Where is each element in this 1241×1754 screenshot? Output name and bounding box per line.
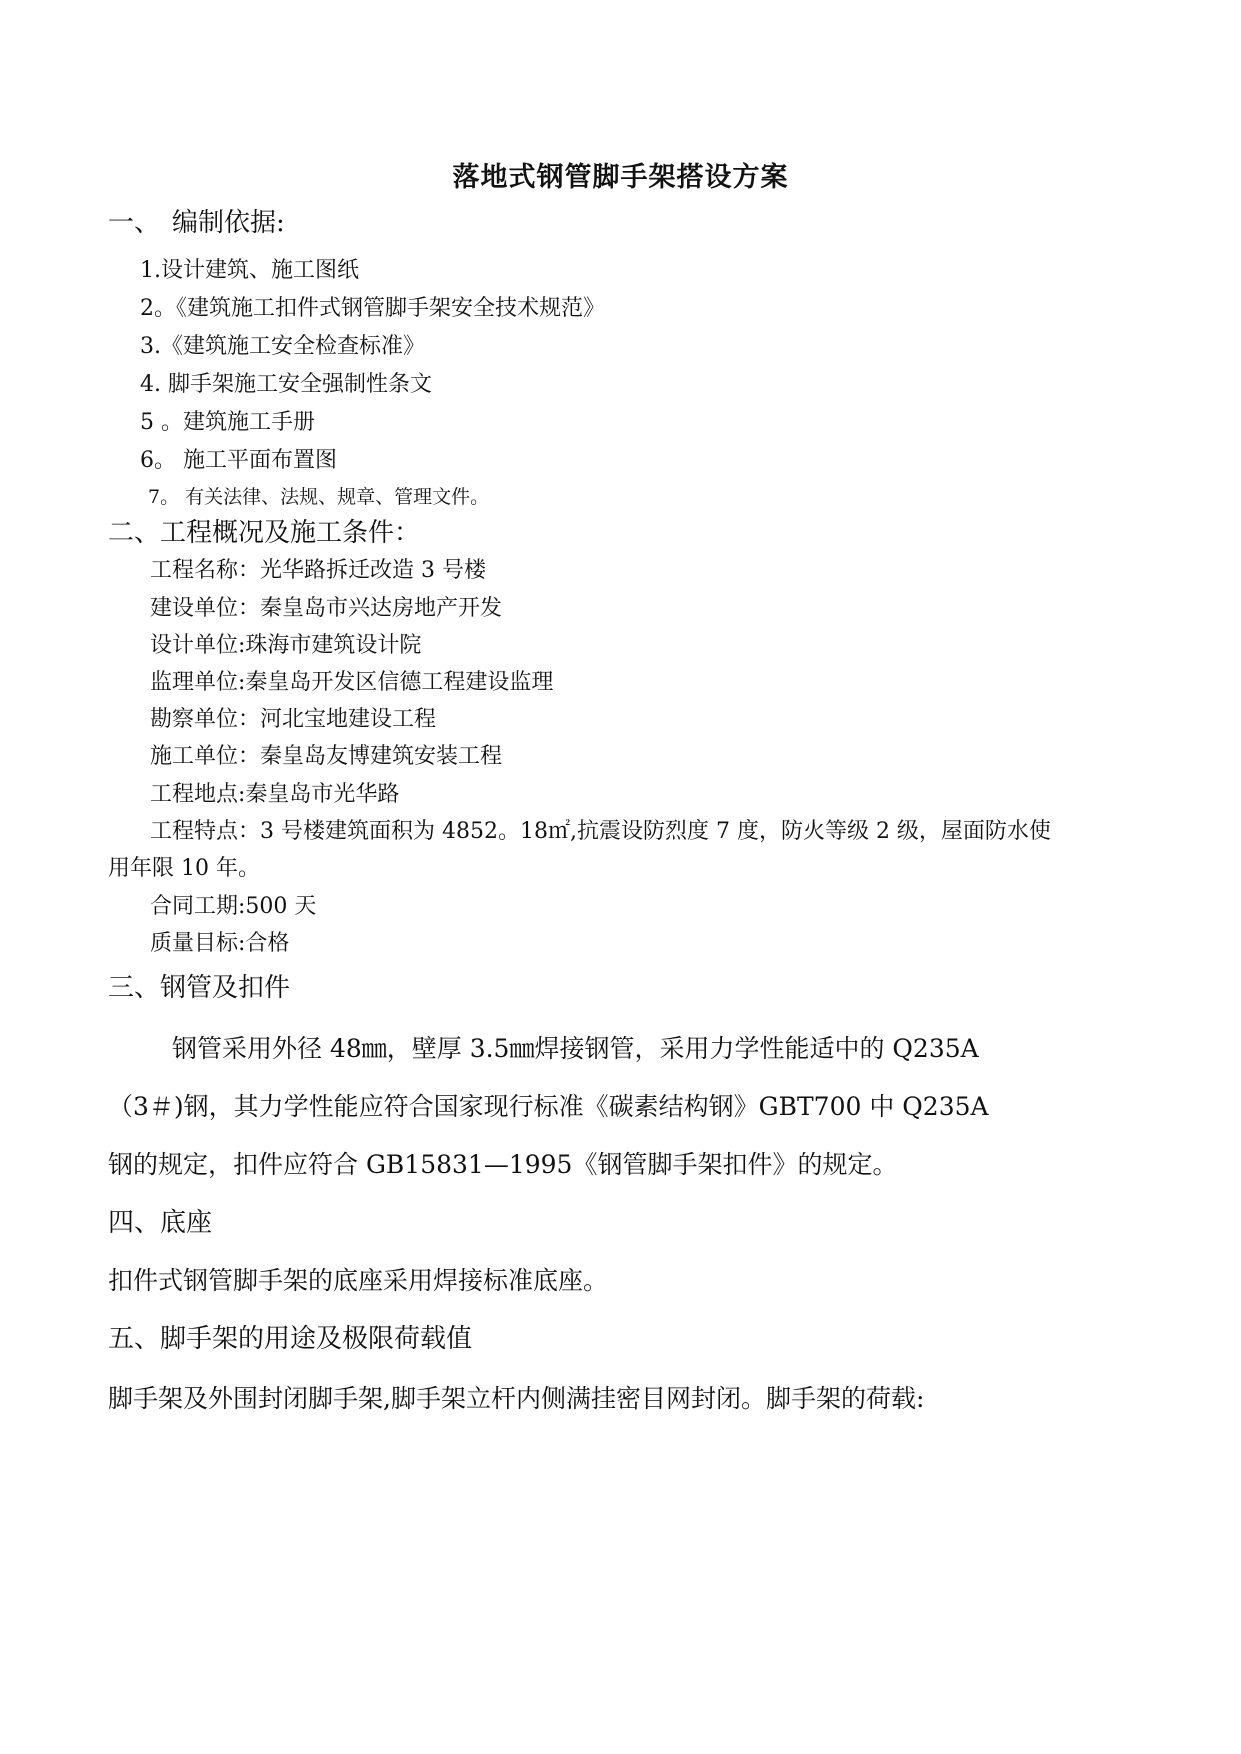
reference-item-4: 4. 脚手架施工安全强制性条文 [140, 372, 432, 397]
project-location: 工程地点:秦皇岛市光华路 [150, 782, 400, 807]
section-3-heading: 三、钢管及扣件 [108, 973, 291, 1003]
survey-unit: 勘察单位：河北宝地建设工程 [150, 707, 437, 732]
reference-item-6: 6。 施工平面布置图 [140, 448, 337, 473]
reference-item-3: 3.《建筑施工安全检查标准》 [140, 334, 425, 359]
document-title: 落地式钢管脚手架搭设方案 [452, 162, 789, 193]
project-name: 工程名称：光华路拆迁改造 3 号楼 [150, 558, 486, 583]
reference-item-1: 1.设计建筑、施工图纸 [140, 258, 359, 283]
section-4-heading: 四、底座 [108, 1208, 213, 1238]
project-features-line-1: 工程特点：3 号楼建筑面积为 4852。18㎡,抗震设防烈度 7 度，防火等级 2 级，屋面防水使 [150, 819, 1051, 844]
project-features-line-2: 用年限 10 年。 [108, 856, 260, 881]
section-5-paragraph: 脚手架及外围封闭脚手架,脚手架立杆内侧满挂密目网封闭。脚手架的荷载: [108, 1384, 925, 1413]
section-5-heading: 五、脚手架的用途及极限荷载值 [108, 1324, 473, 1354]
construction-unit: 建设单位：秦皇岛市兴达房地产开发 [150, 596, 503, 621]
design-unit: 设计单位:珠海市建筑设计院 [150, 633, 422, 658]
supervision-unit: 监理单位:秦皇岛开发区信德工程建设监理 [150, 670, 554, 695]
section-3-paragraph-line-2: （3＃)钢，其力学性能应符合国家现行标准《碳素结构钢》GBT700 中 Q235A [108, 1092, 989, 1121]
contract-duration: 合同工期:500 天 [150, 894, 317, 919]
section-3-paragraph-line-1: 钢管采用外径 48㎜，壁厚 3.5㎜焊接钢管，采用力学性能适中的 Q235A [172, 1034, 979, 1063]
section-4-paragraph: 扣件式钢管脚手架的底座采用焊接标准底座。 [108, 1266, 609, 1295]
section-3-paragraph-line-3: 钢的规定，扣件应符合 GB15831—1995《钢管脚手架扣件》的规定。 [108, 1150, 898, 1179]
reference-item-2: 2。《建筑施工扣件式钢管脚手架安全技术规范》 [140, 296, 605, 321]
quality-target: 质量目标:合格 [150, 931, 290, 956]
reference-item-7: 7。 有关法律、法规、规章、管理文件。 [148, 486, 490, 508]
contractor-unit: 施工单位：秦皇岛友博建筑安装工程 [150, 744, 503, 769]
reference-item-5: 5 。建筑施工手册 [140, 410, 315, 435]
section-1-heading: 编制依据: [172, 208, 285, 238]
section-2-heading: 二、工程概况及施工条件： [108, 518, 421, 548]
section-1-heading-number: 一、 [108, 208, 161, 238]
